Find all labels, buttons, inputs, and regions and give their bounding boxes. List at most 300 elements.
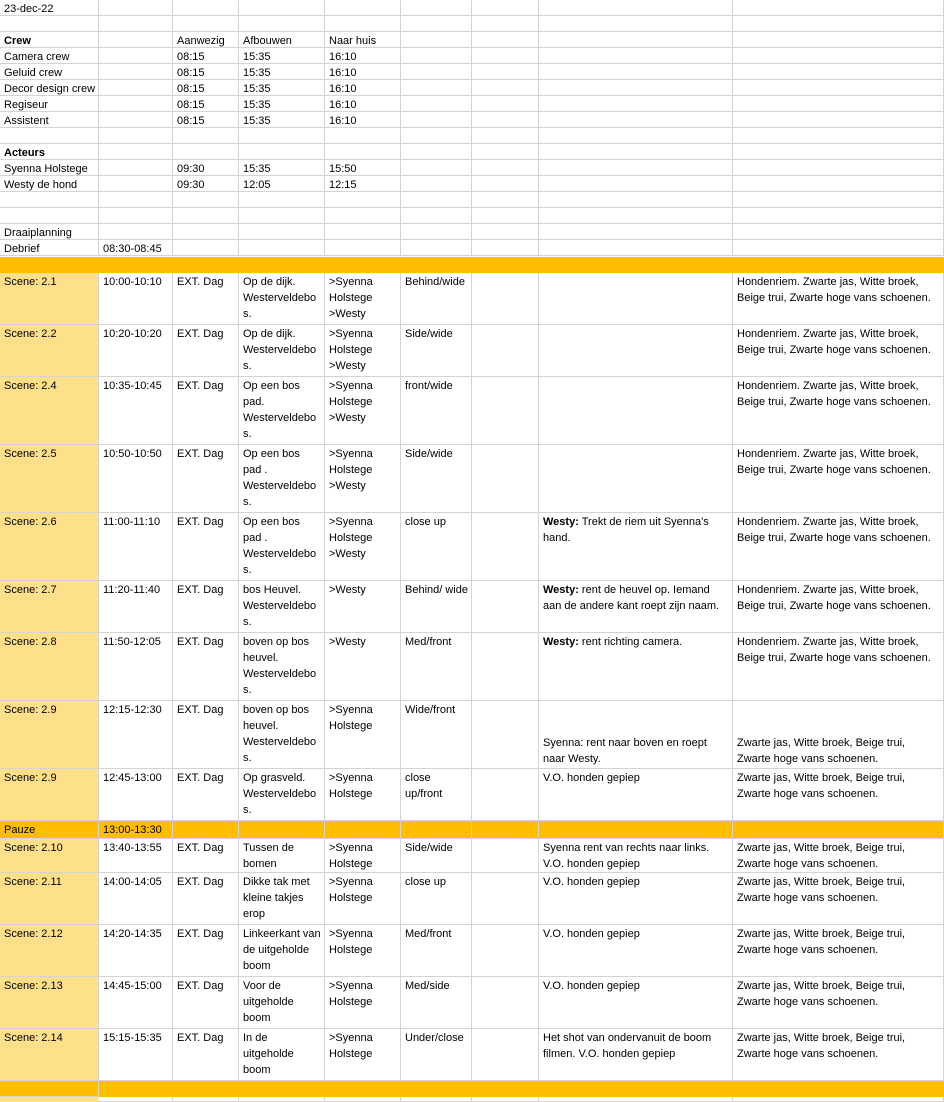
sheet-cell[interactable] [401, 176, 472, 192]
sheet-cell[interactable] [472, 192, 539, 208]
scene-cast[interactable]: >Westy [325, 581, 401, 633]
scene-id[interactable]: Scene: 2.2 [0, 325, 99, 377]
scene-place[interactable]: Op de dijk. Westerveldebos. [239, 273, 325, 325]
scene-costume[interactable]: Hondenriem. Zwarte jas, Witte broek, Beige trui, Zwarte hoge vans schoenen. [733, 377, 944, 445]
sheet-cell[interactable] [472, 377, 539, 445]
sheet-cell[interactable] [173, 208, 239, 224]
sheet-cell[interactable] [472, 16, 539, 32]
sheet-cell[interactable] [325, 192, 401, 208]
sheet-cell[interactable] [733, 112, 944, 128]
sheet-cell[interactable] [401, 32, 472, 48]
scene-location-type[interactable]: EXT. Dag [173, 873, 239, 925]
scene-action[interactable] [539, 1029, 733, 1081]
sheet-cell[interactable] [472, 144, 539, 160]
sheet-cell[interactable] [401, 96, 472, 112]
actor-afbouwen[interactable]: 12:05 [239, 176, 325, 192]
sheet-cell[interactable] [733, 224, 944, 240]
crew-name[interactable]: Regiseur [0, 96, 99, 112]
sheet-cell[interactable] [539, 192, 733, 208]
sheet-cell[interactable] [401, 224, 472, 240]
sheet-cell[interactable] [472, 925, 539, 977]
scene-action[interactable] [539, 873, 733, 925]
scene-time[interactable]: 12:15-12:30 [99, 701, 173, 769]
actor-name[interactable]: Westy de hond [0, 176, 99, 192]
sheet-cell[interactable] [539, 0, 733, 16]
scene-id[interactable]: Scene: 2.6 [0, 513, 99, 581]
scene-id[interactable]: Scene: 2.12 [0, 925, 99, 977]
sheet-cell[interactable] [472, 839, 539, 873]
sheet-cell[interactable] [173, 192, 239, 208]
scene-place[interactable]: boven op bos heuvel. Westerveldebos. [239, 701, 325, 769]
sheet-cell[interactable] [539, 144, 733, 160]
sheet-cell[interactable] [472, 128, 539, 144]
sheet-cell[interactable] [733, 240, 944, 256]
scene-time[interactable]: 14:20-14:35 [99, 925, 173, 977]
planning-label[interactable]: Draaiplanning [0, 224, 99, 240]
sheet-cell[interactable] [401, 64, 472, 80]
scene-location-type[interactable]: EXT. Dag [173, 925, 239, 977]
sheet-cell[interactable] [99, 1097, 173, 1102]
sheet-cell[interactable] [472, 176, 539, 192]
sheet-cell[interactable] [0, 16, 99, 32]
sheet-cell[interactable] [325, 1097, 401, 1102]
sheet-cell[interactable] [99, 64, 173, 80]
sheet-cell[interactable] [539, 16, 733, 32]
crew-name[interactable]: Assistent [0, 112, 99, 128]
sheet-cell[interactable] [401, 144, 472, 160]
pause-label[interactable]: Pauze [0, 821, 99, 839]
sheet-cell[interactable] [239, 208, 325, 224]
scene-action-character: Westy: [543, 516, 579, 528]
sheet-cell[interactable] [173, 16, 239, 32]
scene-time[interactable]: 15:15-15:35 [99, 1029, 173, 1081]
sheet-cell[interactable] [99, 80, 173, 96]
sheet-cell[interactable] [401, 112, 472, 128]
crew-naar-huis[interactable]: 16:10 [325, 96, 401, 112]
sheet-cell[interactable] [472, 513, 539, 581]
scene-place[interactable]: bos Heuvel. Westerveldebos. [239, 581, 325, 633]
scene-id[interactable]: Scene: 2.9 [0, 701, 99, 769]
scene-location-type[interactable]: EXT. Dag [173, 633, 239, 701]
sheet-cell[interactable] [173, 224, 239, 240]
scene-action[interactable] [539, 273, 733, 325]
scene-id[interactable]: Scene: 2.4 [0, 377, 99, 445]
sheet-cell[interactable] [539, 80, 733, 96]
scene-cast[interactable]: >Syenna Holstege [325, 977, 401, 1029]
debrief-time[interactable]: 08:30-08:45 [99, 240, 173, 256]
scene-shot[interactable]: Med/front [401, 633, 472, 701]
sheet-cell[interactable] [239, 192, 325, 208]
actor-naar-huis[interactable]: 15:50 [325, 160, 401, 176]
scene-location-type[interactable]: EXT. Dag [173, 445, 239, 513]
sheet-cell[interactable] [239, 1097, 325, 1102]
scene-action-text: Syenna rent van rechts naar links. V.O. honden gepiep [543, 842, 710, 870]
scene-shot[interactable]: Under/close [401, 1029, 472, 1081]
scene-place[interactable]: In de uitgeholde boom [239, 1029, 325, 1081]
sheet-cell[interactable] [239, 16, 325, 32]
scene-action-text: rent de heuvel op. Iemand aan de andere kant roept zijn naam. [543, 584, 720, 612]
scene-place[interactable]: Op een bos pad. Westerveldebos. [239, 377, 325, 445]
sheet-cell[interactable] [733, 1097, 944, 1102]
sheet-cell[interactable] [472, 325, 539, 377]
sheet-cell[interactable] [733, 821, 944, 839]
date-cell[interactable]: 23-dec-22 [0, 0, 99, 16]
col-header-afbouwen[interactable]: Afbouwen [239, 32, 325, 48]
sheet-cell[interactable] [99, 160, 173, 176]
crew-afbouwen[interactable]: 15:35 [239, 48, 325, 64]
scene-place[interactable]: boven op bos heuvel. Westerveldebos. [239, 633, 325, 701]
scene-place[interactable]: Op grasveld. Westerveldebos. [239, 769, 325, 821]
scene-cast[interactable]: >Syenna Holstege [325, 873, 401, 925]
scene-cast[interactable]: >Syenna Holstege >Westy [325, 513, 401, 581]
sheet-cell[interactable] [539, 224, 733, 240]
sheet-cell[interactable] [239, 0, 325, 16]
crew-aanwezig[interactable]: 08:15 [173, 48, 239, 64]
sheet-cell[interactable] [539, 821, 733, 839]
scene-costume[interactable]: Zwarte jas, Witte broek, Beige trui, Zwarte hoge vans schoenen. [733, 925, 944, 977]
crew-naar-huis[interactable]: 16:10 [325, 80, 401, 96]
actor-naar-huis[interactable]: 12:15 [325, 176, 401, 192]
sheet-cell[interactable] [539, 112, 733, 128]
scene-id[interactable]: Scene: 2.5 [0, 445, 99, 513]
actors-header[interactable]: Acteurs [0, 144, 99, 160]
scene-action-text: Trekt de riem uit Syenna's hand. [543, 516, 709, 544]
scene-costume[interactable]: Zwarte jas, Witte broek, Beige trui, Zwarte hoge vans schoenen. [733, 701, 944, 769]
scene-cast[interactable]: >Syenna Holstege >Westy [325, 377, 401, 445]
crew-name[interactable]: Geluid crew [0, 64, 99, 80]
sheet-cell[interactable] [539, 176, 733, 192]
scene-shot[interactable]: Side/wide [401, 325, 472, 377]
debrief-label[interactable]: Debrief [0, 240, 99, 256]
scene-shot[interactable]: Med/front [401, 925, 472, 977]
scene-cast[interactable]: >Syenna Holstege [325, 701, 401, 769]
sheet-cell[interactable] [239, 240, 325, 256]
sheet-cell[interactable] [325, 0, 401, 16]
scene-costume[interactable]: Hondenriem. Zwarte jas, Witte broek, Beige trui, Zwarte hoge vans schoenen. [733, 273, 944, 325]
sheet-cell[interactable] [325, 144, 401, 160]
sheet-cell[interactable] [472, 96, 539, 112]
scene-place[interactable]: Voor de uitgeholde boom [239, 977, 325, 1029]
scene-action[interactable] [539, 701, 733, 769]
scene-shot[interactable]: Med/side [401, 977, 472, 1029]
sheet-cell[interactable] [733, 80, 944, 96]
sheet-cell[interactable] [325, 16, 401, 32]
scene-costume[interactable]: Hondenriem. Zwarte jas, Witte broek, Beige trui, Zwarte hoge vans schoenen. [733, 325, 944, 377]
scene-action-character: Westy: [543, 636, 579, 648]
sheet-cell[interactable] [0, 128, 99, 144]
sheet-cell[interactable] [239, 128, 325, 144]
sheet-cell[interactable] [401, 192, 472, 208]
scene-cast[interactable]: >Westy [325, 633, 401, 701]
sheet-cell[interactable] [99, 192, 173, 208]
scene-time[interactable]: 10:20-10:20 [99, 325, 173, 377]
sheet-cell[interactable] [733, 192, 944, 208]
scene-cast[interactable]: >Syenna Holstege [325, 1029, 401, 1081]
sheet-cell[interactable] [401, 1097, 472, 1102]
sheet-cell[interactable] [99, 32, 173, 48]
sheet-cell[interactable] [472, 48, 539, 64]
sheet-cell[interactable] [99, 16, 173, 32]
sheet-cell[interactable] [472, 240, 539, 256]
sheet-cell[interactable] [99, 208, 173, 224]
scene-column-fill [0, 1097, 99, 1102]
scene-action[interactable] [539, 839, 733, 873]
crew-naar-huis[interactable]: 16:10 [325, 64, 401, 80]
scene-time[interactable]: 10:35-10:45 [99, 377, 173, 445]
scene-action[interactable] [539, 377, 733, 445]
sheet-cell[interactable] [472, 160, 539, 176]
scene-place[interactable]: Linkeerkant van de uitgeholde boom [239, 925, 325, 977]
scene-action[interactable] [539, 633, 733, 701]
sheet-cell[interactable] [733, 208, 944, 224]
scene-costume[interactable]: Zwarte jas, Witte broek, Beige trui, Zwarte hoge vans schoenen. [733, 769, 944, 821]
sheet-cell[interactable] [733, 0, 944, 16]
scene-location-type[interactable]: EXT. Dag [173, 513, 239, 581]
actor-aanwezig[interactable]: 09:30 [173, 176, 239, 192]
crew-aanwezig[interactable]: 08:15 [173, 80, 239, 96]
scene-action[interactable] [539, 769, 733, 821]
sheet-cell[interactable] [539, 128, 733, 144]
scene-cast[interactable]: >Syenna Holstege >Westy [325, 273, 401, 325]
actor-name[interactable]: Syenna Holstege [0, 160, 99, 176]
sheet-cell[interactable] [539, 208, 733, 224]
scene-shot[interactable]: close up [401, 873, 472, 925]
scene-time[interactable]: 10:50-10:50 [99, 445, 173, 513]
sheet-cell[interactable] [733, 176, 944, 192]
sheet-cell[interactable] [325, 240, 401, 256]
scene-cast[interactable]: >Syenna Holstege [325, 769, 401, 821]
sheet-cell[interactable] [325, 224, 401, 240]
scene-action[interactable] [539, 977, 733, 1029]
crew-afbouwen[interactable]: 15:35 [239, 112, 325, 128]
scene-action[interactable] [539, 445, 733, 513]
crew-name[interactable]: Camera crew [0, 48, 99, 64]
scene-time[interactable]: 12:45-13:00 [99, 769, 173, 821]
sheet-cell[interactable] [401, 0, 472, 16]
scene-action-text: V.O. honden gepiep [543, 928, 640, 940]
sheet-cell[interactable] [472, 208, 539, 224]
scene-place[interactable]: Op een bos pad . Westerveldebos. [239, 513, 325, 581]
scene-action[interactable] [539, 325, 733, 377]
sheet-cell[interactable] [472, 873, 539, 925]
crew-aanwezig[interactable]: 08:15 [173, 64, 239, 80]
sheet-cell[interactable] [472, 445, 539, 513]
scene-action[interactable] [539, 513, 733, 581]
sheet-cell[interactable] [401, 80, 472, 96]
scene-costume[interactable]: Zwarte jas, Witte broek, Beige trui, Zwarte hoge vans schoenen. [733, 839, 944, 873]
scene-id[interactable]: Scene: 2.10 [0, 839, 99, 873]
scene-shot[interactable]: Behind/ wide [401, 581, 472, 633]
crew-naar-huis[interactable]: 16:10 [325, 48, 401, 64]
scene-location-type[interactable]: EXT. Dag [173, 1029, 239, 1081]
sheet-cell[interactable] [733, 64, 944, 80]
scene-location-type[interactable]: EXT. Dag [173, 977, 239, 1029]
sheet-cell[interactable] [401, 160, 472, 176]
scene-time[interactable]: 11:50-12:05 [99, 633, 173, 701]
crew-aanwezig[interactable]: 08:15 [173, 112, 239, 128]
sheet-cell[interactable] [733, 16, 944, 32]
sheet-cell[interactable] [173, 240, 239, 256]
scene-location-type[interactable]: EXT. Dag [173, 769, 239, 821]
sheet-cell[interactable] [401, 16, 472, 32]
scene-time[interactable]: 11:20-11:40 [99, 581, 173, 633]
scene-action-text: Het shot van ondervanuit de boom filmen. V.O. honden gepiep [543, 1032, 712, 1060]
actor-afbouwen[interactable]: 15:35 [239, 160, 325, 176]
sheet-cell[interactable] [733, 32, 944, 48]
sheet-cell[interactable] [472, 224, 539, 240]
sheet-cell[interactable] [472, 273, 539, 325]
sheet-cell[interactable] [539, 96, 733, 112]
sheet-cell[interactable] [733, 96, 944, 112]
scene-costume[interactable]: Zwarte jas, Witte broek, Beige trui, Zwarte hoge vans schoenen. [733, 1029, 944, 1081]
scene-costume[interactable]: Zwarte jas, Witte broek, Beige trui, Zwarte hoge vans schoenen. [733, 977, 944, 1029]
sheet-cell[interactable] [472, 1097, 539, 1102]
sheet-cell[interactable] [325, 821, 401, 839]
scene-location-type[interactable]: EXT. Dag [173, 839, 239, 873]
sheet-cell[interactable] [0, 1081, 99, 1097]
sheet-cell[interactable] [472, 769, 539, 821]
sheet-cell[interactable] [173, 144, 239, 160]
scene-costume[interactable]: Hondenriem. Zwarte jas, Witte broek, Beige trui, Zwarte hoge vans schoenen. [733, 513, 944, 581]
sheet-cell[interactable] [401, 821, 472, 839]
scene-cast[interactable]: >Syenna Holstege [325, 925, 401, 977]
sheet-cell[interactable] [539, 64, 733, 80]
scene-shot[interactable]: Side/wide [401, 839, 472, 873]
sheet-cell[interactable] [472, 633, 539, 701]
sheet-cell[interactable] [325, 208, 401, 224]
scene-place[interactable]: Dikke tak met kleine takjes erop [239, 873, 325, 925]
scene-id[interactable]: Scene: 2.8 [0, 633, 99, 701]
scene-time[interactable]: 14:00-14:05 [99, 873, 173, 925]
sheet-cell[interactable] [173, 1097, 239, 1102]
scene-time[interactable]: 10:00-10:10 [99, 273, 173, 325]
sheet-cell[interactable] [99, 144, 173, 160]
sheet-cell[interactable] [539, 160, 733, 176]
scene-time[interactable]: 14:45-15:00 [99, 977, 173, 1029]
sheet-cell[interactable] [401, 208, 472, 224]
scene-action[interactable] [539, 925, 733, 977]
scene-shot[interactable]: Side/wide [401, 445, 472, 513]
sheet-cell[interactable] [733, 128, 944, 144]
scene-costume[interactable]: Hondenriem. Zwarte jas, Witte broek, Beige trui, Zwarte hoge vans schoenen. [733, 581, 944, 633]
scene-cast[interactable]: >Syenna Holstege >Westy [325, 445, 401, 513]
scene-time[interactable]: 13:40-13:55 [99, 839, 173, 873]
scene-shot[interactable]: Wide/front [401, 701, 472, 769]
sheet-cell[interactable] [539, 1097, 733, 1102]
scene-id[interactable]: Scene: 2.13 [0, 977, 99, 1029]
scene-place[interactable]: Op een bos pad . Westerveldebos. [239, 445, 325, 513]
sheet-cell[interactable] [733, 160, 944, 176]
scene-time[interactable]: 11:00-11:10 [99, 513, 173, 581]
scene-shot[interactable]: front/wide [401, 377, 472, 445]
sheet-cell[interactable] [99, 224, 173, 240]
col-header-aanwezig[interactable]: Aanwezig [173, 32, 239, 48]
sheet-cell[interactable] [401, 240, 472, 256]
sheet-cell[interactable] [472, 112, 539, 128]
actor-aanwezig[interactable]: 09:30 [173, 160, 239, 176]
sheet-cell[interactable] [472, 64, 539, 80]
crew-naar-huis[interactable]: 16:10 [325, 112, 401, 128]
sheet-cell[interactable] [539, 240, 733, 256]
sheet-cell[interactable] [99, 176, 173, 192]
col-header-naar-huis[interactable]: Naar huis [325, 32, 401, 48]
scene-shot[interactable]: Behind/wide [401, 273, 472, 325]
sheet-cell[interactable] [472, 1029, 539, 1081]
sheet-cell[interactable] [0, 192, 99, 208]
scene-id[interactable]: Scene: 2.1 [0, 273, 99, 325]
scene-shot[interactable]: close up/front [401, 769, 472, 821]
sheet-cell[interactable] [325, 128, 401, 144]
crew-afbouwen[interactable]: 15:35 [239, 96, 325, 112]
sheet-cell[interactable] [472, 977, 539, 1029]
crew-header[interactable]: Crew [0, 32, 99, 48]
crew-name[interactable]: Decor design crew [0, 80, 99, 96]
sheet-cell[interactable] [0, 208, 99, 224]
scene-place[interactable]: Tussen de bomen [239, 839, 325, 873]
sheet-cell[interactable] [733, 144, 944, 160]
scene-id[interactable]: Scene: 2.14 [0, 1029, 99, 1081]
sheet-cell[interactable] [472, 581, 539, 633]
scene-location-type[interactable]: EXT. Dag [173, 701, 239, 769]
sheet-cell[interactable] [99, 128, 173, 144]
sheet-cell[interactable] [173, 128, 239, 144]
sheet-cell[interactable] [99, 96, 173, 112]
scene-cast[interactable]: >Syenna Holstege >Westy [325, 325, 401, 377]
scene-id[interactable]: Scene: 2.11 [0, 873, 99, 925]
sheet-cell[interactable] [99, 48, 173, 64]
scene-action-text: V.O. honden gepiep [543, 772, 640, 784]
sheet-cell[interactable] [472, 701, 539, 769]
sheet-cell[interactable] [239, 224, 325, 240]
sheet-cell[interactable] [472, 32, 539, 48]
scene-cast[interactable]: >Syenna Holstege [325, 839, 401, 873]
crew-afbouwen[interactable]: 15:35 [239, 80, 325, 96]
sheet-cell[interactable] [539, 48, 733, 64]
scene-action-text: rent richting camera. [578, 636, 683, 648]
sheet-cell[interactable] [472, 80, 539, 96]
scene-location-type[interactable]: EXT. Dag [173, 581, 239, 633]
sheet-cell[interactable] [99, 0, 173, 16]
scene-location-type[interactable]: EXT. Dag [173, 273, 239, 325]
crew-afbouwen[interactable]: 15:35 [239, 64, 325, 80]
scene-location-type[interactable]: EXT. Dag [173, 377, 239, 445]
scene-costume[interactable]: Hondenriem. Zwarte jas, Witte broek, Beige trui, Zwarte hoge vans schoenen. [733, 445, 944, 513]
scene-shot[interactable]: close up [401, 513, 472, 581]
sheet-cell[interactable] [99, 112, 173, 128]
scene-costume[interactable]: Zwarte jas, Witte broek, Beige trui, Zwarte hoge vans schoenen. [733, 873, 944, 925]
sheet-cell[interactable] [173, 0, 239, 16]
scene-id[interactable]: Scene: 2.9 [0, 769, 99, 821]
sheet-cell[interactable] [539, 32, 733, 48]
sheet-cell[interactable] [239, 821, 325, 839]
scene-place[interactable]: Op de dijk. Westerveldebos. [239, 325, 325, 377]
sheet-cell[interactable] [239, 144, 325, 160]
sheet-cell[interactable] [401, 48, 472, 64]
scene-action-text: V.O. honden gepiep [543, 980, 640, 992]
sheet-cell[interactable] [472, 821, 539, 839]
scene-action[interactable] [539, 581, 733, 633]
sheet-cell[interactable] [173, 821, 239, 839]
pause-time[interactable]: 13:00-13:30 [99, 821, 173, 839]
sheet-cell[interactable] [401, 128, 472, 144]
sheet-cell[interactable] [733, 48, 944, 64]
scene-location-type[interactable]: EXT. Dag [173, 325, 239, 377]
sheet-cell[interactable] [472, 0, 539, 16]
scene-costume[interactable]: Hondenriem. Zwarte jas, Witte broek, Beige trui, Zwarte hoge vans schoenen. [733, 633, 944, 701]
crew-aanwezig[interactable]: 08:15 [173, 96, 239, 112]
scene-action-character: Westy: [543, 584, 579, 596]
scene-id[interactable]: Scene: 2.7 [0, 581, 99, 633]
